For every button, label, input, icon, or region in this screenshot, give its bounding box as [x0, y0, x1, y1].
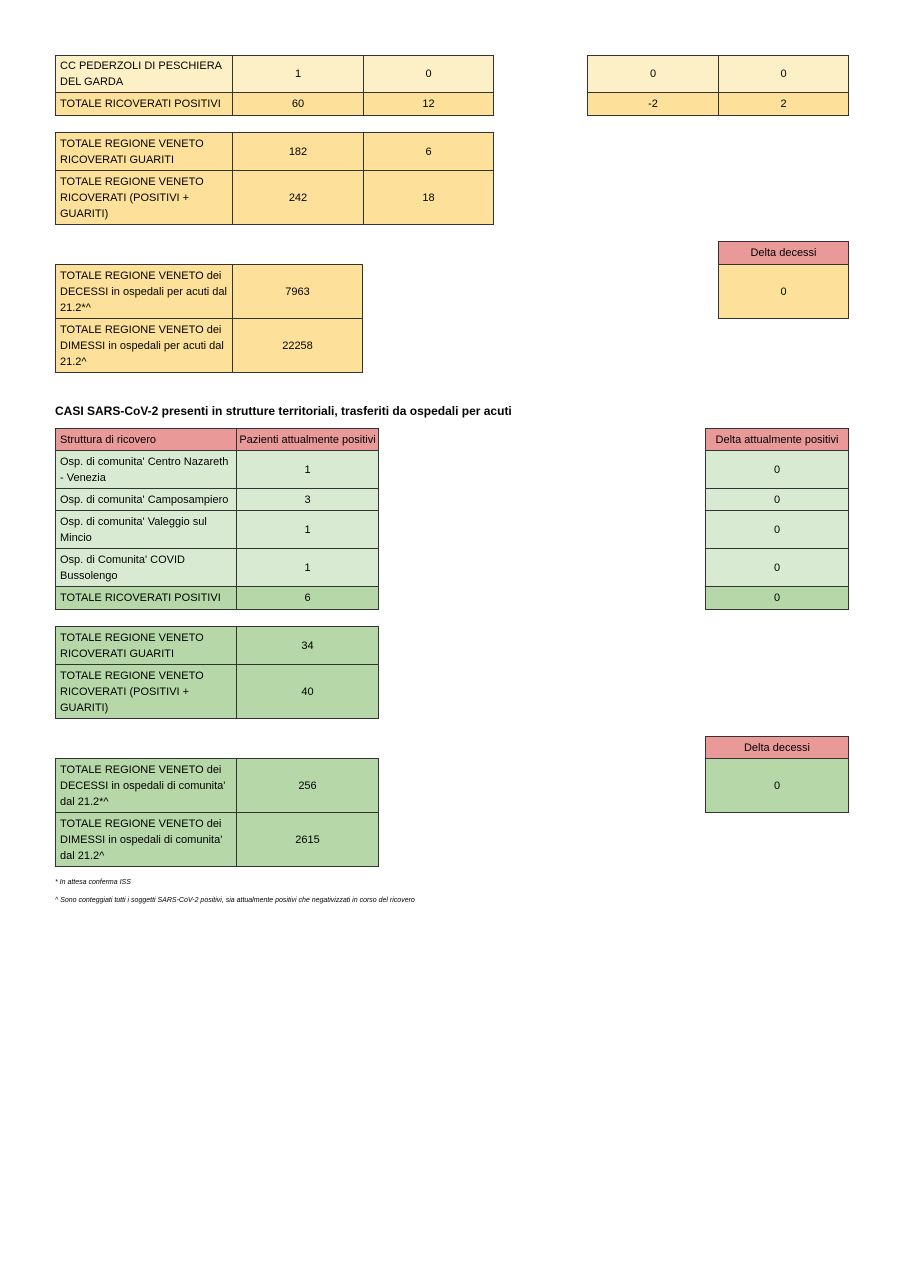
- cell-pos-plus-rec-1: 242: [232, 170, 364, 225]
- row-label-recovered: TOTALE REGIONE VENETO RICOVERATI GUARITI: [55, 132, 233, 171]
- table-row-delta: 0: [705, 510, 849, 549]
- table-row-value: 1: [236, 510, 379, 549]
- table-row-name: Osp. di Comunita' COVID Bussolengo: [55, 548, 237, 587]
- cell-pederzoli-delta-2: 0: [718, 55, 849, 93]
- cell-recovered-2: 6: [363, 132, 494, 171]
- cell-deaths: 7963: [232, 264, 363, 319]
- row-label-territorial-pos-plus-rec: TOTALE REGIONE VENETO RICOVERATI (POSITIVI + GUARITI): [55, 664, 237, 719]
- footnote-counting: ^ Sono conteggiati tutti i soggetti SARS-CoV-2 positivi, sia attualmente positivi che negativizzati in corso del ricovero: [55, 897, 415, 904]
- footnote-iss: * In attesa conferma ISS: [55, 879, 131, 886]
- cell-pederzoli-value-2: 0: [363, 55, 494, 93]
- cell-territorial-recovered: 34: [236, 626, 379, 665]
- row-label-territorial-deaths: TOTALE REGIONE VENETO dei DECESSI in ospedali di comunita' dal 21.2*^: [55, 758, 237, 813]
- table-row-name: Osp. di comunita' Centro Nazareth - Venezia: [55, 450, 237, 489]
- cell-total-positive-delta-2: 2: [718, 92, 849, 116]
- cell-pederzoli-value-1: 1: [232, 55, 364, 93]
- cell-total-positive-delta-1: -2: [587, 92, 719, 116]
- total-row-value: 6: [236, 586, 379, 610]
- cell-total-positive-1: 60: [232, 92, 364, 116]
- territorial-delta-deaths-value: 0: [705, 758, 849, 813]
- header-delta: Delta attualmente positivi: [705, 428, 849, 451]
- total-row-name: TOTALE RICOVERATI POSITIVI: [55, 586, 237, 610]
- row-label-discharged: TOTALE REGIONE VENETO dei DIMESSI in ospedali per acuti dal 21.2^: [55, 318, 233, 373]
- table-row-value: 1: [236, 450, 379, 489]
- table-row-delta: 0: [705, 488, 849, 511]
- cell-pos-plus-rec-2: 18: [363, 170, 494, 225]
- cell-territorial-discharged: 2615: [236, 812, 379, 867]
- row-label-pederzoli: CC PEDERZOLI DI PESCHIERA DEL GARDA: [55, 55, 233, 93]
- total-row-delta: 0: [705, 586, 849, 610]
- delta-deaths-value: 0: [718, 264, 849, 319]
- header-structure: Struttura di ricovero: [55, 428, 237, 451]
- cell-territorial-pos-plus-rec: 40: [236, 664, 379, 719]
- table-row-value: 1: [236, 548, 379, 587]
- header-patients: Pazienti attualmente positivi: [236, 428, 379, 451]
- row-label-deaths: TOTALE REGIONE VENETO dei DECESSI in ospedali per acuti dal 21.2*^: [55, 264, 233, 319]
- territorial-delta-deaths-header: Delta decessi: [705, 736, 849, 759]
- section-title: CASI SARS-CoV-2 presenti in strutture territoriali, trasferiti da ospedali per acuti: [55, 404, 512, 418]
- table-row-delta: 0: [705, 548, 849, 587]
- cell-recovered-1: 182: [232, 132, 364, 171]
- row-label-total-positive: TOTALE RICOVERATI POSITIVI: [55, 92, 233, 116]
- cell-pederzoli-delta-1: 0: [587, 55, 719, 93]
- cell-territorial-deaths: 256: [236, 758, 379, 813]
- table-row-name: Osp. di comunita' Valeggio sul Mincio: [55, 510, 237, 549]
- cell-discharged: 22258: [232, 318, 363, 373]
- cell-total-positive-2: 12: [363, 92, 494, 116]
- row-label-territorial-discharged: TOTALE REGIONE VENETO dei DIMESSI in ospedali di comunita' dal 21.2^: [55, 812, 237, 867]
- table-row-delta: 0: [705, 450, 849, 489]
- delta-deaths-header: Delta decessi: [718, 241, 849, 265]
- row-label-territorial-recovered: TOTALE REGIONE VENETO RICOVERATI GUARITI: [55, 626, 237, 665]
- row-label-pos-plus-rec: TOTALE REGIONE VENETO RICOVERATI (POSITIVI + GUARITI): [55, 170, 233, 225]
- table-row-name: Osp. di comunita' Camposampiero: [55, 488, 237, 511]
- table-row-value: 3: [236, 488, 379, 511]
